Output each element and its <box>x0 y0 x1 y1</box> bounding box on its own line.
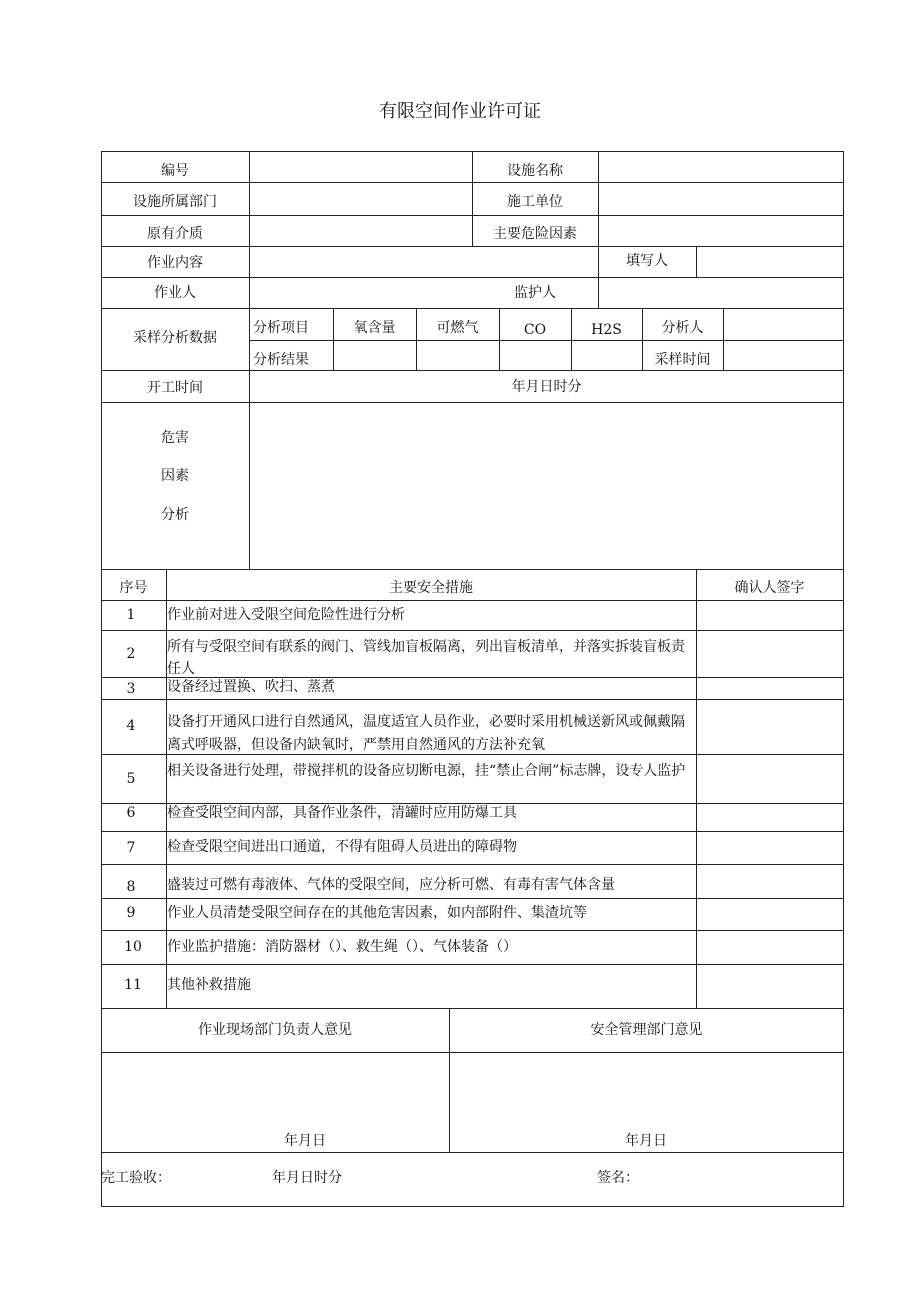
col-divider <box>598 151 599 246</box>
table-border-bottom <box>101 1206 844 1207</box>
completion-time: 年月日时分 <box>272 1170 342 1186</box>
measure-no: 10 <box>124 939 142 955</box>
row-divider <box>101 803 844 804</box>
row-divider <box>101 402 844 403</box>
sampling-label: 采样分析数据 <box>133 330 217 346</box>
combustible-gas-label: 可燃气 <box>436 320 479 336</box>
measure-no: 9 <box>126 905 136 921</box>
signature-label: 签名： <box>597 1170 639 1186</box>
analysis-item-label: 分析项目 <box>253 320 309 336</box>
medium-label: 原有介质 <box>147 226 203 242</box>
col-divider <box>571 308 572 370</box>
col-divider <box>598 277 599 308</box>
measure-text: 所有与受限空间有联系的阀门、管线加盲板隔离，列出盲板清单，并落实拆装盲板责任人 <box>167 639 685 677</box>
row-divider <box>101 864 844 865</box>
hazard-label-1: 危害 <box>161 430 189 446</box>
start-time-value: 年月日时分 <box>511 379 582 395</box>
sample-time-label: 采样时间 <box>654 352 711 368</box>
col-divider <box>696 246 697 277</box>
measure-text: 检查受限空间内部，具备作业条件，清罐时应用防爆工具 <box>167 805 517 821</box>
measure-text: 设备经过置换、吹扫、蒸煮 <box>167 679 335 695</box>
table-border-left <box>101 151 102 1207</box>
measure-no: 3 <box>126 681 136 697</box>
hazard-label-3: 分析 <box>161 507 189 523</box>
main-hazards-label: 主要危险因素 <box>493 226 577 242</box>
start-time-label: 开工时间 <box>147 380 203 396</box>
completion-label: 完工验收： <box>101 1170 171 1186</box>
analyst-label: 分析人 <box>661 320 704 336</box>
work-content-label: 作业内容 <box>147 255 203 271</box>
row-divider <box>101 569 844 570</box>
measure-text: 相关设备进行处理，带搅拌机的设备应切断电源，挂“禁止合闸”标志牌，设专人监护 <box>167 763 686 779</box>
measure-text: 作业人员清楚受限空间存在的其他危害因素，如内部附件、集渣坑等 <box>167 905 587 921</box>
measure-no: 1 <box>126 607 136 623</box>
row-divider <box>101 600 844 601</box>
form-title: 有限空间作业许可证 <box>379 101 541 122</box>
measure-no: 7 <box>126 840 136 856</box>
row-divider <box>101 1152 844 1153</box>
measures-header: 主要安全措施 <box>389 580 473 596</box>
measures-no-header: 序号 <box>119 580 148 596</box>
col-divider <box>499 308 500 370</box>
measure-text: 其他补救措施 <box>167 977 251 993</box>
row-divider <box>101 630 844 631</box>
site-head-opinion-label: 作业现场部门负责人意见 <box>198 1022 352 1038</box>
safety-dept-date: 年月日 <box>625 1133 667 1149</box>
row-divider <box>101 308 844 309</box>
measure-no: 2 <box>126 646 136 662</box>
number-label: 编号 <box>161 163 189 179</box>
worker-label: 作业人 <box>154 285 196 301</box>
measure-no: 8 <box>126 879 136 895</box>
h2s-label: H2S <box>591 322 622 338</box>
row-divider <box>101 277 844 278</box>
guardian-label: 监护人 <box>514 285 556 301</box>
confirm-sign-header: 确认人签字 <box>734 580 805 596</box>
oxygen-label: 氧含量 <box>353 320 396 336</box>
row-divider <box>101 1052 844 1053</box>
col-divider <box>333 308 334 370</box>
measure-text: 盛装过可燃有毒液体、气体的受限空间，应分析可燃、有毒有害气体含量 <box>167 877 615 893</box>
analysis-result-label: 分析结果 <box>253 352 309 368</box>
measure-no: 11 <box>124 977 142 993</box>
row-divider <box>101 898 844 899</box>
row-divider <box>101 831 844 832</box>
safety-dept-opinion-label: 安全管理部门意见 <box>590 1022 703 1038</box>
measure-no: 5 <box>126 771 136 787</box>
site-head-date: 年月日 <box>284 1133 326 1149</box>
row-divider <box>101 370 844 371</box>
measure-no: 6 <box>126 805 136 821</box>
col-divider <box>416 308 417 370</box>
row-divider <box>101 964 844 965</box>
row-divider <box>101 930 844 931</box>
measure-text: 检查受限空间进出口通道，不得有阻碍人员进出的障碍物 <box>167 839 517 855</box>
hazard-label-2: 因素 <box>161 468 189 484</box>
col-divider <box>696 569 697 1008</box>
table-border-right <box>843 151 844 1207</box>
row-divider <box>101 1008 844 1009</box>
department-label: 设施所属部门 <box>133 194 217 210</box>
contractor-label: 施工单位 <box>507 194 563 210</box>
row-divider <box>101 699 844 700</box>
col-divider <box>723 308 724 370</box>
co-label: CO <box>523 322 547 338</box>
measure-text: 作业前对进入受限空间危险性进行分析 <box>167 607 405 623</box>
facility-name-label: 设施名称 <box>507 163 563 179</box>
row-divider <box>101 246 844 247</box>
filler-label: 填写人 <box>626 253 668 269</box>
measure-no: 4 <box>126 718 136 734</box>
measure-text: 设备打开通风口进行自然通风，温度适宜人员作业，必要时采用机械送新风或佩戴隔离式呼吸器，但设备内缺氧时，严禁用自然通风的方法补充氧 <box>167 714 685 753</box>
measure-text: 作业监护措施：消防器材（）、救生绳（）、气体装备（） <box>167 939 517 955</box>
row-divider <box>249 340 844 341</box>
